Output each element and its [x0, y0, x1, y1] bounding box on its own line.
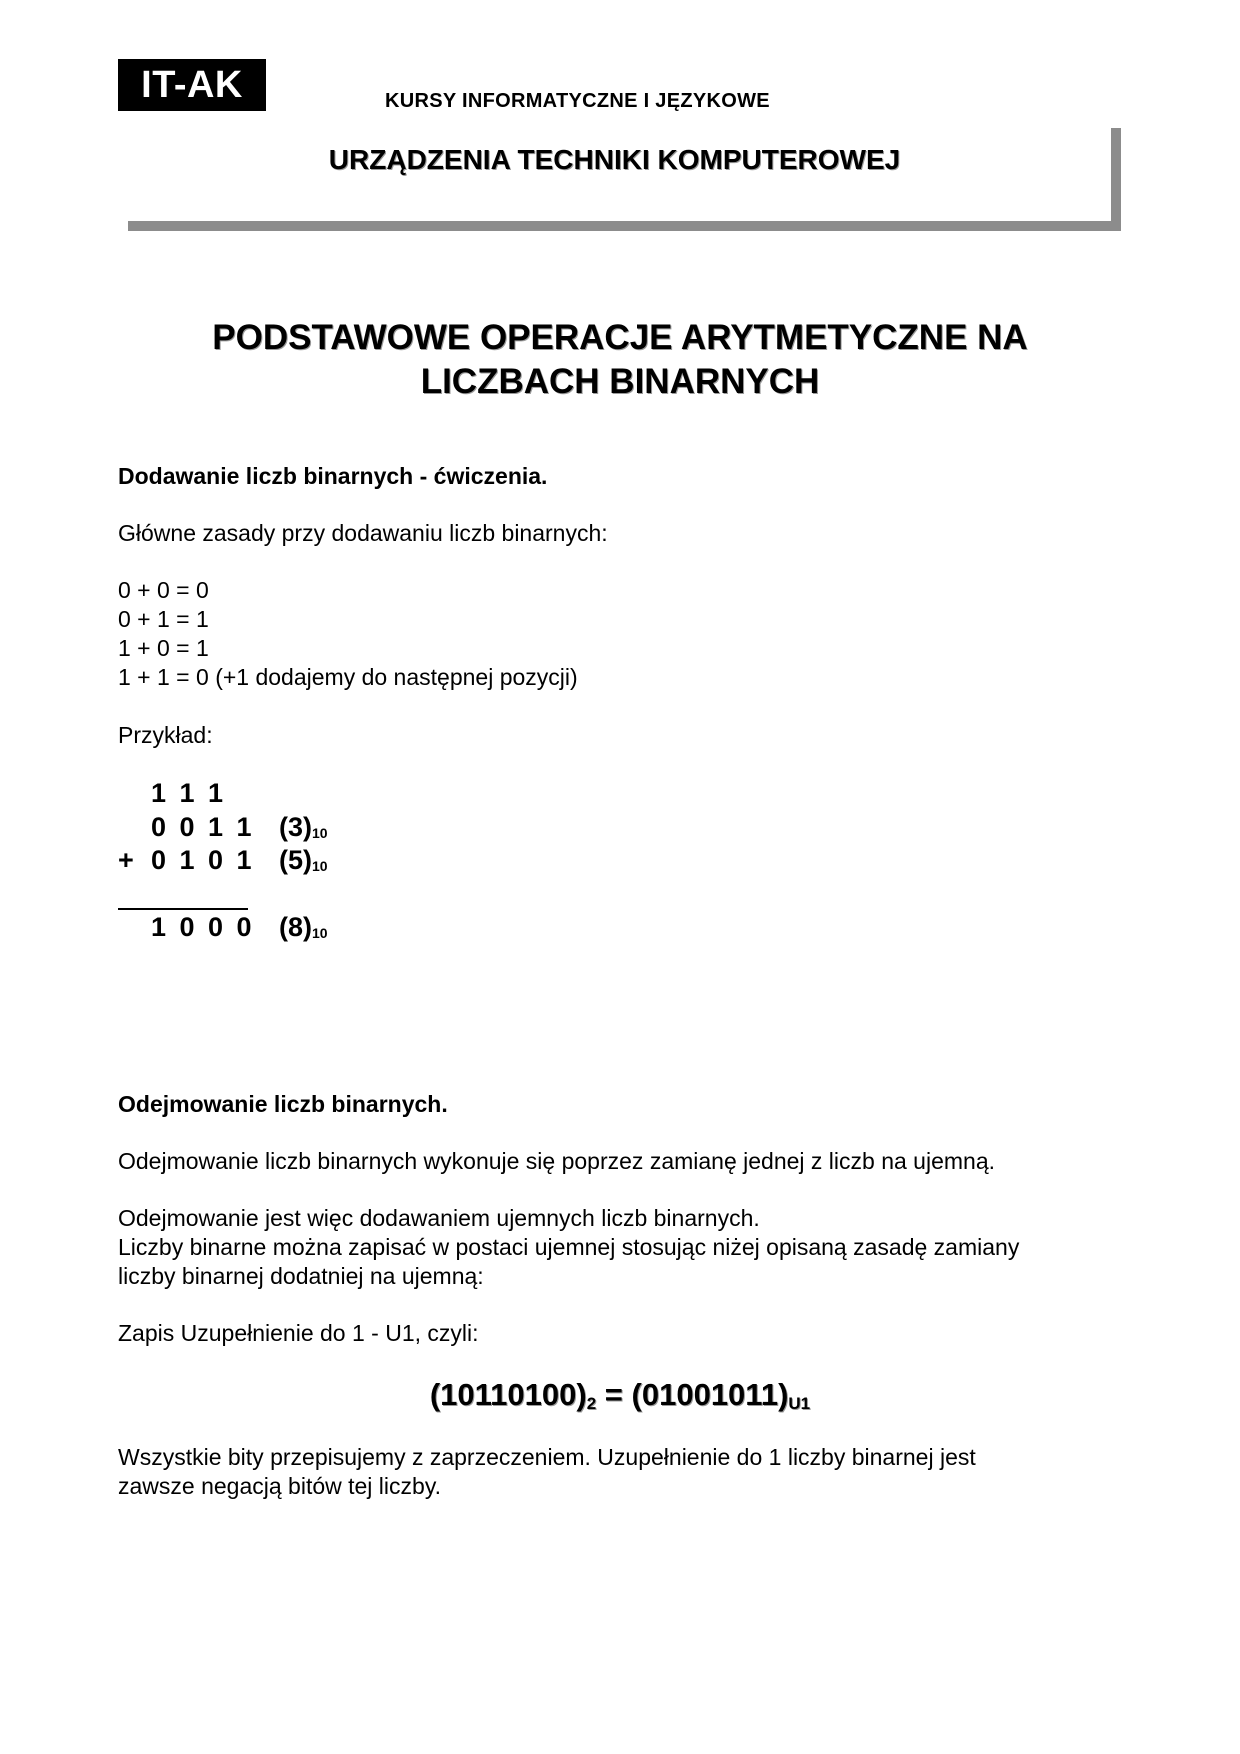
- operand1: 0 0 1 1: [151, 812, 255, 842]
- header-frame-right: [1111, 128, 1121, 231]
- addition-rule-1: 0 + 0 = 0: [118, 577, 209, 603]
- subtraction-paragraph-1: Odejmowanie liczb binarnych wykonuje się poprzez zamianę jednej z liczb na ujemną.: [118, 1148, 996, 1174]
- subtraction-paragraph-2-line-2: Liczby binarne można zapisać w postaci ujemnej stosując niżej opisaną zasadę zamiany: [118, 1234, 1020, 1260]
- addition-heading: Dodawanie liczb binarnych - ćwiczenia.: [118, 463, 548, 489]
- plus-sign: +: [118, 845, 137, 875]
- carry-row: 1 1 1: [151, 778, 227, 808]
- addition-rule-4: 1 + 1 = 0 (+1 dodajemy do następnej pozycji): [118, 664, 578, 690]
- u1-formula: $(10110100)_2 = (01001011)_{U1}$: [429, 1377, 811, 1413]
- page-title-line1: PODSTAWOWE OPERACJE ARYTMETYCZNE NA: [212, 318, 1028, 357]
- header-frame-bottom: [128, 221, 1121, 231]
- subtraction-paragraph-3-line-2: zawsze negacją bitów tej liczby.: [118, 1473, 441, 1499]
- addition-rule-2: 0 + 1 = 1: [118, 606, 209, 632]
- addition-intro: Główne zasady przy dodawaniu liczb binarnych:: [118, 520, 608, 546]
- page-title: [120, 316, 1120, 404]
- u1-label: Zapis Uzupełnienie do 1 - U1, czyli:: [118, 1320, 479, 1346]
- sum-result: 1 0 0 0: [151, 912, 255, 942]
- operand2-decimal: $(5)_{10}$: [279, 845, 328, 875]
- sum-line: [118, 908, 248, 910]
- logo: IT-AK: [118, 59, 266, 111]
- result-decimal: $(8)_{10}$: [279, 912, 328, 942]
- header-subtitle: KURSY INFORMATYCZNE I JĘZYKOWE: [385, 90, 770, 112]
- subtraction-heading: Odejmowanie liczb binarnych.: [118, 1091, 448, 1117]
- example-label: Przykład:: [118, 722, 213, 748]
- course-title: URZĄDZENIA TECHNIKI KOMPUTEROWEJ: [328, 144, 901, 175]
- subtraction-paragraph-3-line-1: Wszystkie bity przepisujemy z zaprzeczeniem. Uzupełnienie do 1 liczby binarnej jest: [118, 1444, 976, 1470]
- page-title-line2: LICZBACH BINARNYCH: [420, 362, 820, 401]
- operand2: 0 1 0 1: [151, 845, 255, 875]
- subtraction-paragraph-2-line-1: Odejmowanie jest więc dodawaniem ujemnych liczb binarnych.: [118, 1205, 760, 1231]
- operand1-decimal: $(3)_{10}$: [279, 812, 328, 842]
- subtraction-paragraph-2-line-3: liczby binarnej dodatniej na ujemną:: [118, 1263, 484, 1289]
- addition-rule-3: 1 + 0 = 1: [118, 635, 209, 661]
